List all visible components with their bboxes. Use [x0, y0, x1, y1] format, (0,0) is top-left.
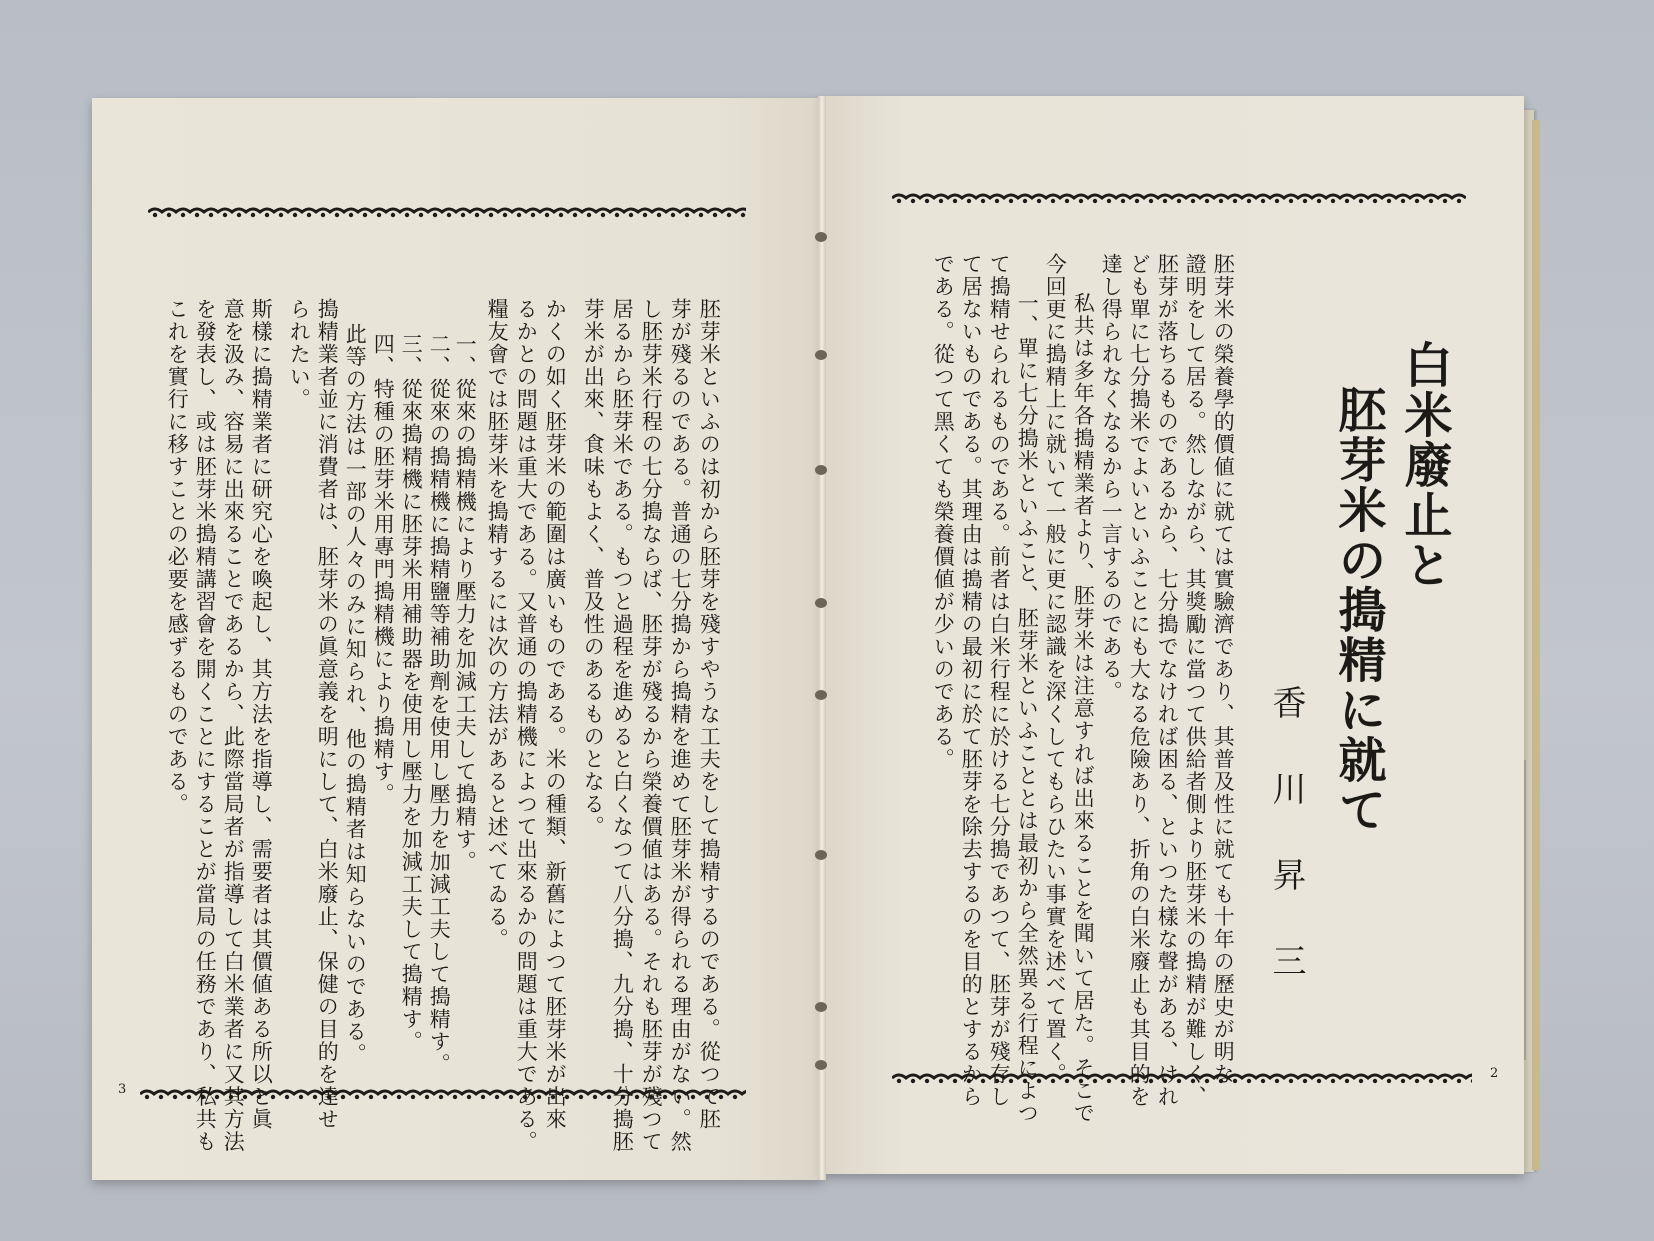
text-column: 一、從來の搗精機により壓力を加減工夫して搗精す。 — [453, 333, 478, 873]
text-column: し胚芽米行程の七分搗ならば、胚芽が殘るから榮養價値はある。それも胚芽が殘つて — [639, 298, 664, 1153]
text-column: ども單に七分搗米でよいといふことにも大なる危險あり、折角の白米廢止も其目的を — [1127, 253, 1152, 1108]
text-column: 達し得られなくなるから一言するのである。 — [1099, 253, 1124, 703]
text-column: 證明をして居る。然しながら、其獎勵に當つて供給者側より胚芽米の搗精が難しく、 — [1183, 253, 1208, 1108]
title-line-1: 白米廢止と — [1396, 340, 1452, 590]
text-column: 芽が殘るのである。普通の七分搗から搗精を進めて胚芽米が得られる理由がない。然 — [668, 298, 693, 1153]
text-column: かくの如く胚芽米の範圍は廣いものである。米の種類、新舊によつて胚芽米が出來 — [543, 298, 568, 1131]
page-number-left: 3 — [118, 1082, 127, 1097]
stitch-hole — [815, 1060, 827, 1070]
left-top-ornament — [148, 204, 746, 220]
text-column: 一、單に七分搗米といふこと、胚芽米といふこととは最初から全然異る行程によつ — [1015, 292, 1040, 1125]
stitch-hole — [815, 350, 827, 360]
text-column: 胚芽米といふのは初から胚芽を殘すやうな工夫をして搗精するのである。從つて胚 — [697, 298, 722, 1131]
text-column: て居ないものである。其理由は搗精の最初に於て胚芽を除去するのを目的とするから — [959, 253, 984, 1108]
text-column: 胚芽が落ちるものであるから、七分搗でなければ困る、といつた樣な聲がある、けれ — [1155, 253, 1180, 1108]
page-number-right: 2 — [1490, 1066, 1499, 1081]
title-line-2: 胚芽米の搗精に就て — [1330, 385, 1386, 835]
spine-fold — [818, 96, 826, 1180]
text-column: 四、特種の胚芽米用專門搗精機により搗精す。 — [371, 333, 396, 806]
text-column: 斯樣に搗精業者に研究心を喚起し、其方法を指導し、需要者は其價値ある所以と眞 — [249, 298, 274, 1131]
text-column: 糧友會では胚芽米を搗精するには次の方法があると述べてゐる。 — [485, 298, 510, 951]
text-column: るかとの問題は重大である。又普通の搗精機によつて出來るかの問題は重大である。 — [514, 298, 539, 1153]
text-column: 居るから胚芽米である。もつと過程を進めると白くなつて八分搗、九分搗、十分搗胚 — [610, 298, 635, 1153]
stitch-hole — [815, 690, 827, 700]
text-column: 私共は多年各搗精業者より、胚芽米は注意すれば出來ることを聞いて居た。そこで — [1071, 292, 1096, 1125]
right-top-ornament — [892, 190, 1466, 206]
stitch-hole — [815, 1002, 827, 1012]
cover-edge — [1532, 120, 1540, 1170]
stitch-hole — [815, 850, 827, 860]
text-column: 二、從來の搗精機に搗精鹽等補助劑を使用し壓力を加減工夫して搗精す。 — [427, 333, 452, 1076]
stitch-hole — [815, 465, 827, 475]
text-column: 今回更に搗精上に就いて一般に更に認識を深くしてもらひたい事實を述べて置く。 — [1043, 253, 1068, 1086]
text-column: 胚芽米の榮養學的價値に就ては實驗濟であり、其普及性に就ても十年の歷史が明な — [1211, 253, 1236, 1086]
text-column: 芽米が出來、食味もよく、普及性のあるものとなる。 — [581, 298, 606, 838]
text-column: られたい。 — [287, 298, 312, 411]
text-column: 意を汲み、容易に出來ることであるから、此際當局者が指導して白米業者に又其方法 — [221, 298, 246, 1153]
text-column: 三、從來搗精機に胚芽米用補助器を使用し壓力を加減工夫して搗精す。 — [399, 333, 424, 1053]
author-name: 香川昇三 — [1266, 685, 1306, 1029]
stitch-hole — [815, 598, 827, 608]
text-column: これを實行に移すことの必要を感ずるものである。 — [165, 298, 190, 816]
text-column: 此等の方法は一部の人々のみに知られ、他の搗精者は知らないのである。 — [343, 323, 368, 1066]
text-column: て搗精せられるものである。前者は白米行程に於ける七分搗であつて、胚芽が殘存し — [987, 253, 1012, 1108]
text-column: 搗精業者並に消費者は、胚芽米の眞意義を明にして、白米廢止、保健の目的を達せ — [315, 298, 340, 1131]
text-column: を發表し、或は胚芽米搗精講習會を開くことにすることが當局の任務であり、私共も — [193, 298, 218, 1153]
text-column: である。從つて黑くても榮養價値が少いのである。 — [931, 253, 956, 771]
stitch-hole — [815, 232, 827, 242]
